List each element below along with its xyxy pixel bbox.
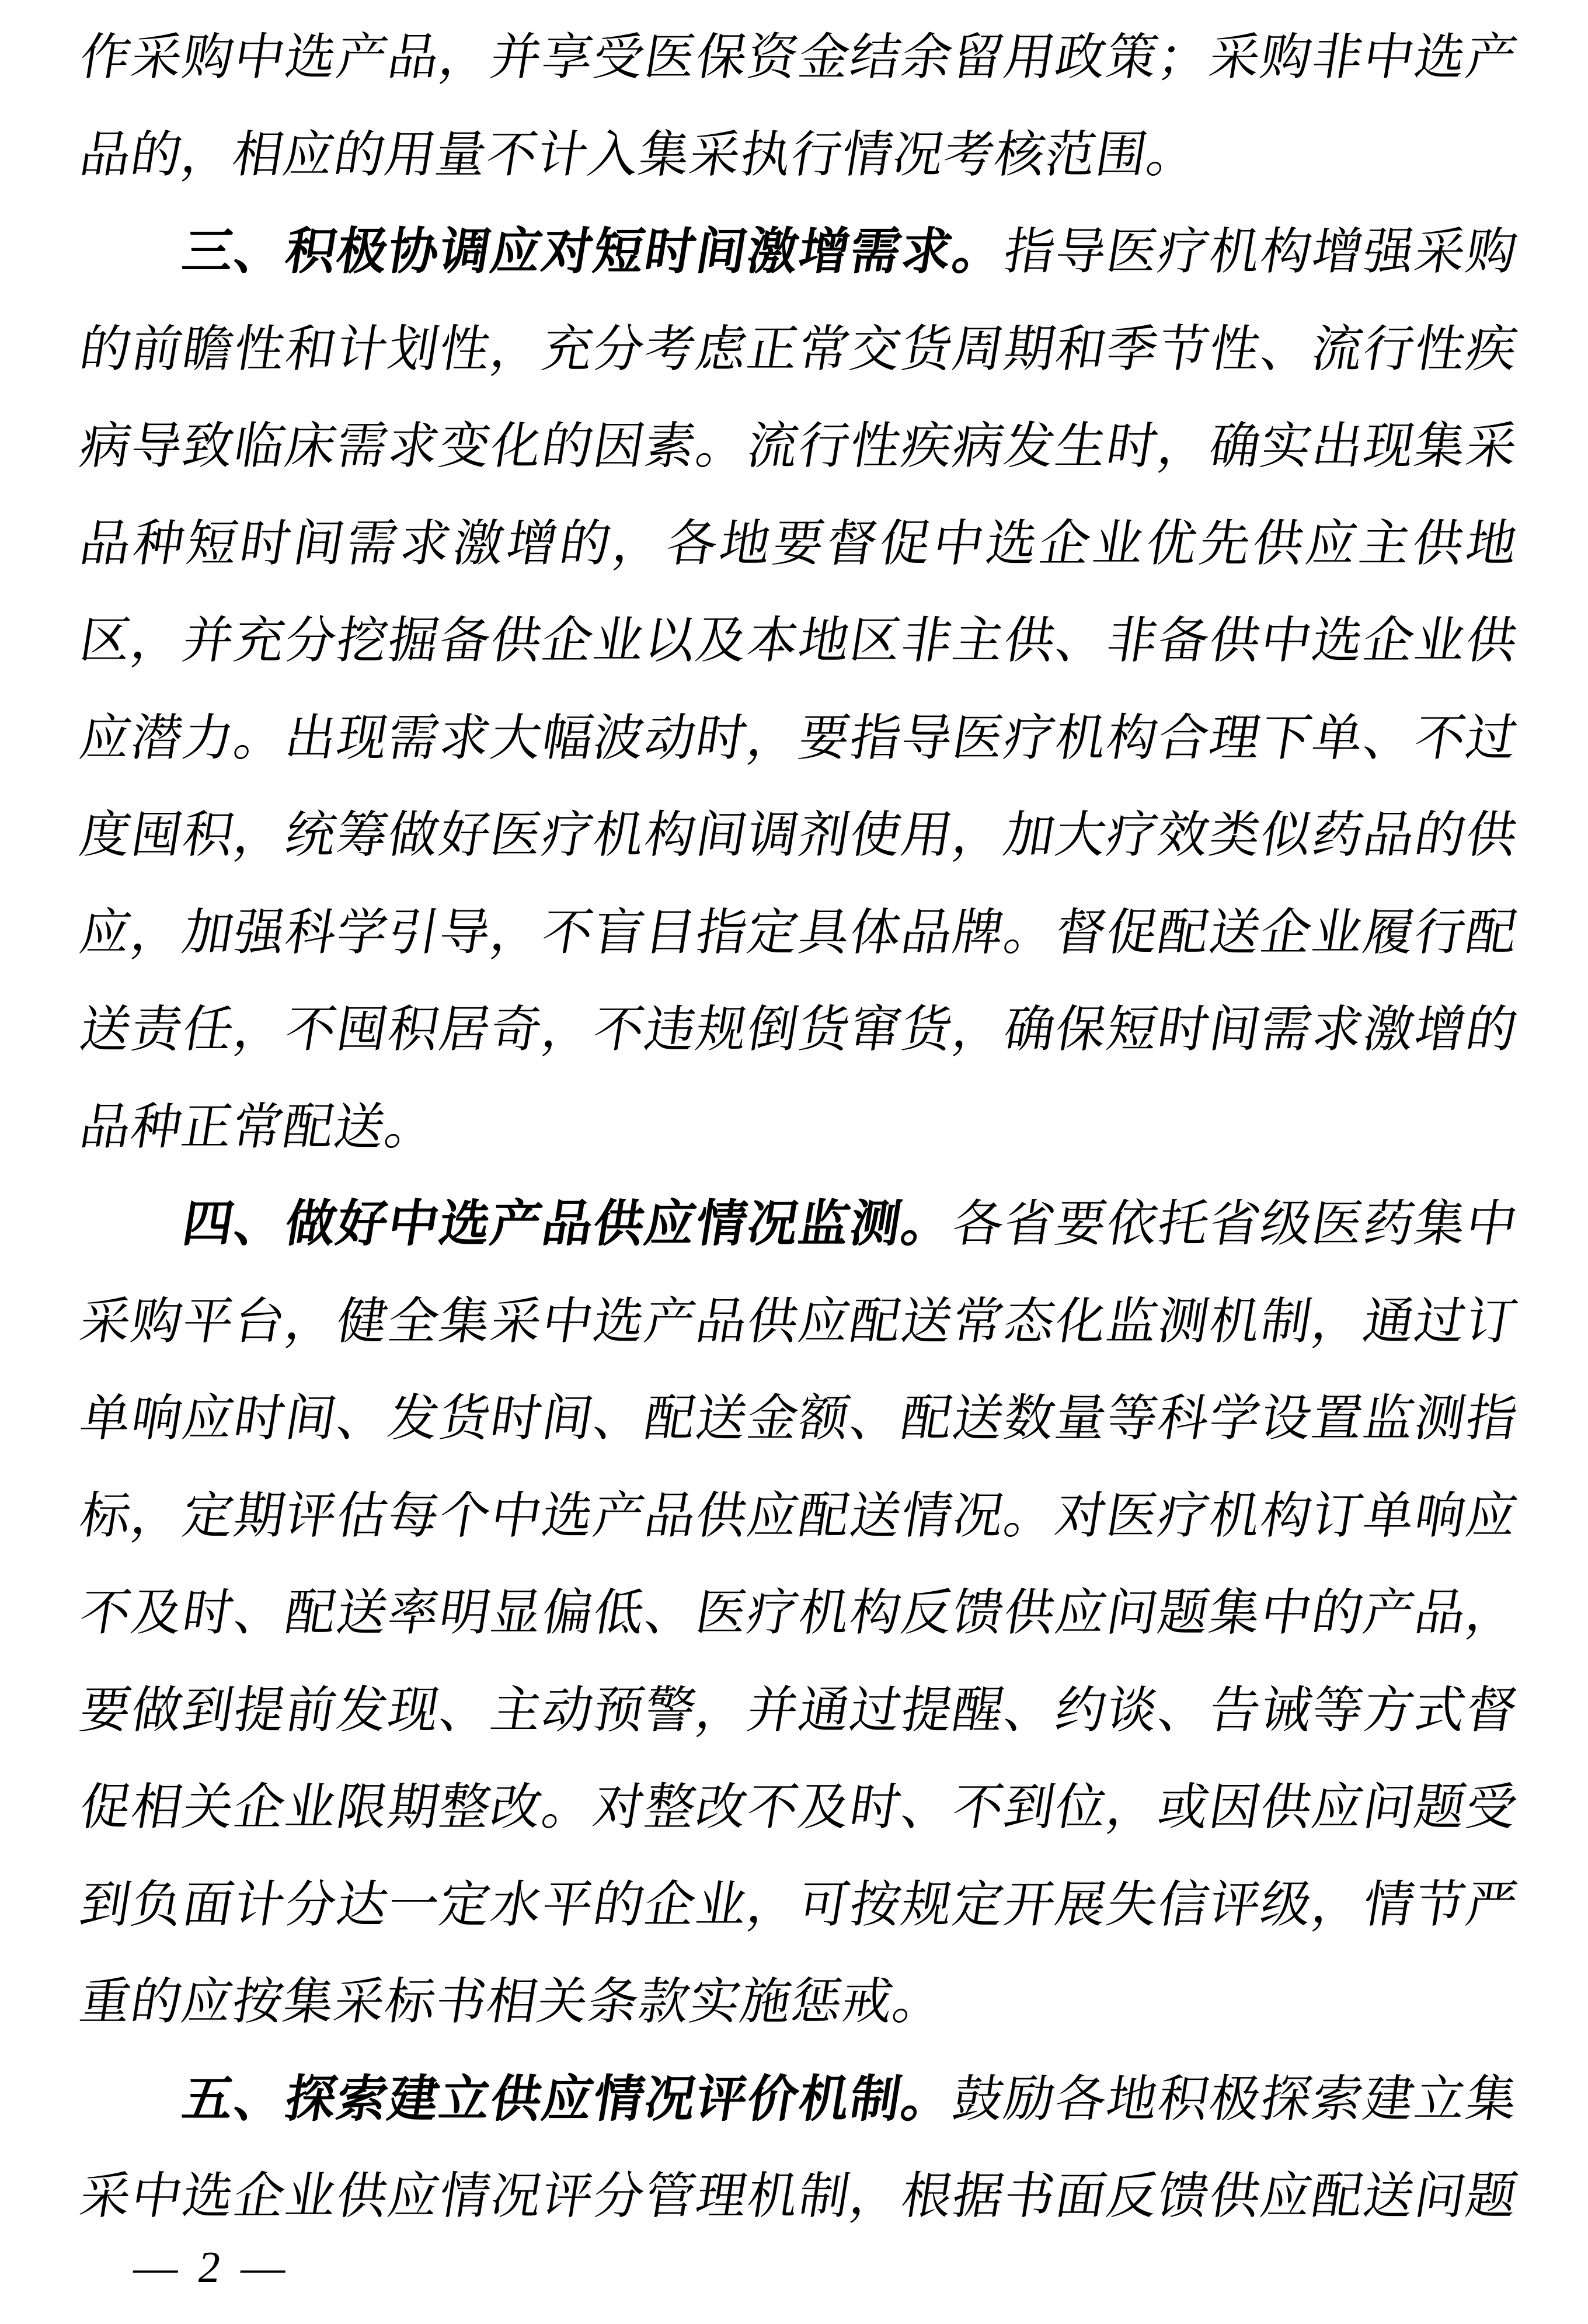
text-line [73,301,1524,398]
text-segment: 促相关企业限期整改。对整改不及时、不到位，或因供应问题受 [76,1779,1521,1835]
text-segment: 区，并充分挖掘备供企业以及本地区非主供、非备供中选企业供 [76,613,1521,669]
text-segment: 要做到提前发现、主动预警，并通过提醒、约谈、告诫等方式督 [76,1682,1521,1738]
text-segment: 采购平台，健全集采中选产品供应配送常态化监测机制，通过订 [76,1293,1521,1349]
text-segment: 品种正常配送。 [76,1098,441,1155]
text-line [73,495,1524,593]
text-segment: 应潜力。出现需求大幅波动时，要指导医疗机构合理下单、不过 [76,709,1521,766]
text-segment [76,1196,187,1252]
text-segment: 鼓励各地积极探索建立集 [949,2071,1521,2127]
text-segment [76,2071,187,2127]
text-segment: 单响应时间、发货时间、配送金额、配送数量等科学设置监测指 [76,1390,1521,1446]
text-segment: 的前瞻性和计划性，充分考虑正常交货周期和季节性、流行性疾 [76,321,1521,377]
text-segment: 品种短时间需求激增的，各地要督促中选企业优先供应主供地 [76,515,1521,572]
text-line [73,106,1524,204]
text-line [73,1953,1524,2051]
text-line [73,1370,1524,1467]
text-segment: 作采购中选产品，并享受医保资金结余留用政策；采购非中选产 [76,29,1521,85]
text-line [73,592,1524,690]
section-heading-text: 三、积极协调应对短时间激增需求。 [179,224,1009,280]
text-segment: 应，加强科学引导，不盲目指定具体品牌。督促配送企业履行配 [76,904,1521,961]
text-line [73,203,1524,301]
text-segment: 重的应按集采标书相关条款实施惩戒。 [76,1974,949,2030]
text-line [73,2148,1524,2245]
section-heading-text: 四、做好中选产品供应情况监测。 [179,1196,958,1252]
text-segment: 指导医疗机构增强采购 [1000,224,1521,280]
document-body [76,9,1521,2245]
text-segment: 度囤积，统筹做好医疗机构间调剂使用，加大疗效类似药品的供 [76,807,1521,863]
text-line [73,9,1524,106]
text-segment [76,224,187,280]
text-segment: 送责任，不囤积居奇，不违规倒货窜货，确保短时间需求激增的 [76,1001,1521,1057]
text-line [73,1564,1524,1662]
text-segment: 采中选企业供应情况评分管理机制，根据书面反馈供应配送问题 [76,2168,1521,2224]
text-line [73,981,1524,1078]
text-line [73,787,1524,884]
section-heading-text: 五、探索建立供应情况评价机制。 [179,2071,958,2127]
text-line [73,1467,1524,1565]
text-line [73,1856,1524,1954]
text-line [73,1273,1524,1370]
text-segment: 病导致临床需求变化的因素。流行性疾病发生时，确实出现集采 [76,418,1521,474]
text-segment: 不及时、配送率明显偏低、医疗机构反馈供应问题集中的产品， [76,1585,1521,1641]
text-segment: 品的，相应的用量不计入集采执行情况考核范围。 [76,126,1203,183]
text-segment: 到负面计分达一定水平的企业，可按规定开展失信评级，情节严 [76,1876,1521,1933]
text-segment: 各省要依托省级医药集中 [949,1196,1521,1252]
text-line [73,884,1524,982]
text-line [73,1759,1524,1856]
text-segment: 标，定期评估每个中选产品供应配送情况。对医疗机构订单响应 [76,1487,1521,1544]
text-line [73,690,1524,787]
text-line [73,1662,1524,1759]
text-line [73,398,1524,495]
text-line [73,1175,1524,1273]
text-line [73,2051,1524,2148]
page-number: — 2 — [130,2243,294,2292]
text-line [73,1078,1524,1176]
